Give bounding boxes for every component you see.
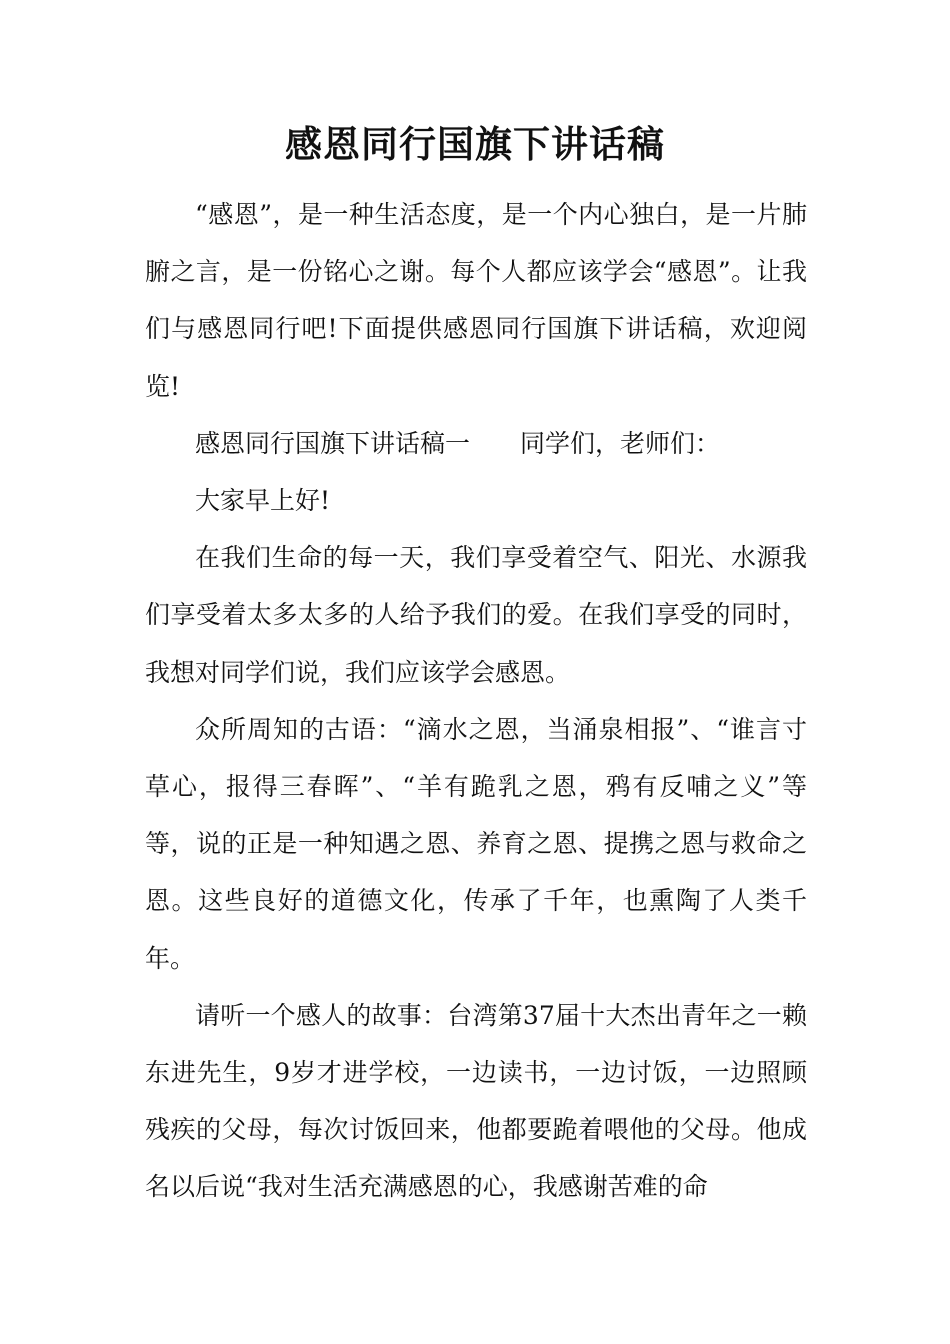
body-paragraph: 众所周知的古语：“滴水之恩，当涌泉相报”、“谁言寸草心，报得三春晖”、“羊有跪乳之恩，鸦有反哺之义”等等，说的正是一种知遇之恩、养育之恩、提携之恩与救命之恩。这些良好的道德文化，传承了千年，也熏陶了人类千年。 (145, 714, 807, 973)
intro-paragraph: “感恩”，是一种生活态度，是一个内心独白，是一片肺腑之言，是一份铭心之谢。每个人都应该学会“感恩”。让我们与感恩同行吧!下面提供感恩同行国旗下讲话稿，欢迎阅览! (145, 200, 807, 401)
salutation: 同学们，老师们： (520, 428, 721, 458)
document-title: 感恩同行国旗下讲话稿 (285, 122, 665, 166)
greeting-paragraph: 大家早上好! (195, 486, 331, 516)
document-body (145, 186, 807, 1216)
body-paragraph: 在我们生命的每一天，我们享受着空气、阳光、水源我们享受着太多太多的人给予我们的爱。在我们享受的同时，我想对同学们说，我们应该学会感恩。 (145, 543, 807, 687)
body-paragraph: 请听一个感人的故事：台湾第37届十大杰出青年之一赖东进先生，9岁才进学校，一边读书，一边讨饭，一边照顾残疾的父母，每次讨饭回来，他都要跪着喂他的父母。他成名以后说“我对生活充满感恩的心，我感谢苦难的命 (145, 1000, 807, 1202)
speech-heading: 感恩同行国旗下讲话稿一 (195, 428, 471, 458)
speech-heading-line (145, 415, 807, 472)
